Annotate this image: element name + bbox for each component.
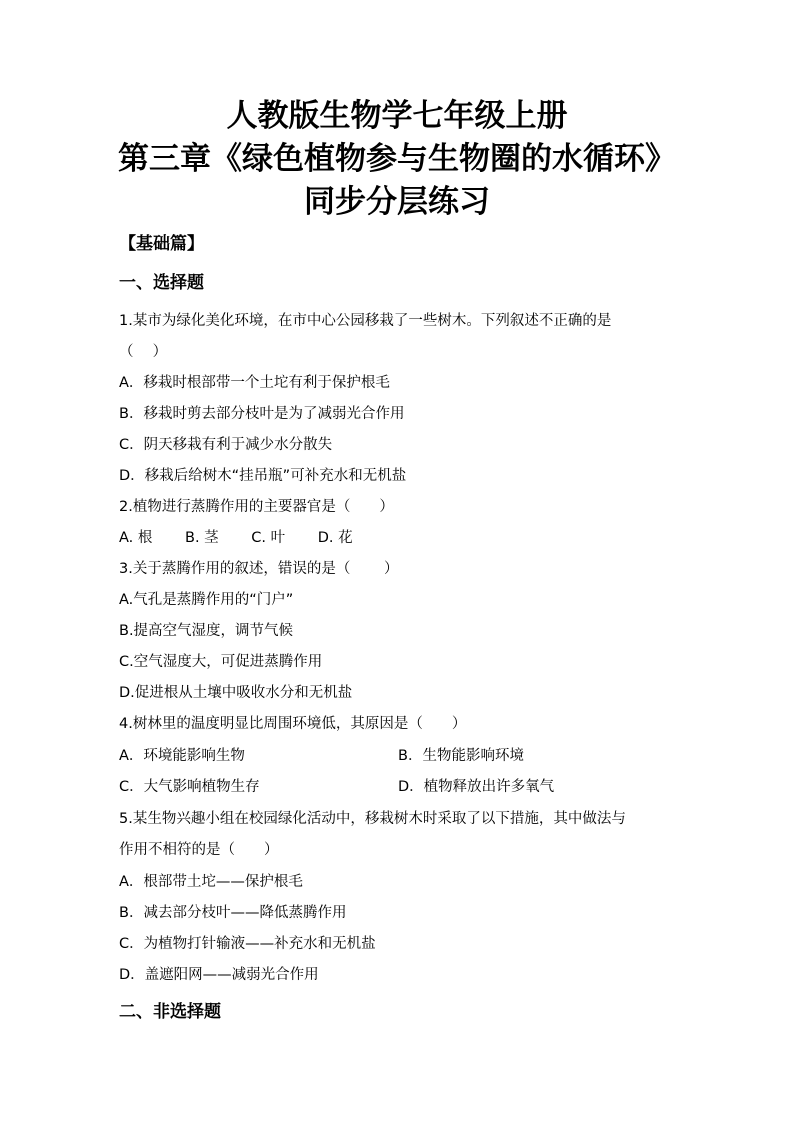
q5-option-c: C．为植物打针输液——补充水和无机盐 [119,936,376,952]
q2-option-c: C. 叶 [251,530,286,546]
q4-option-c: C．大气影响植物生存 [119,779,260,795]
q4-option-d: D．植物释放出许多氧气 [398,779,555,795]
q3-option-c: C.空气湿度大，可促进蒸腾作用 [119,654,323,670]
q2-stem: 2.植物进行蒸腾作用的主要器官是（ ） [119,499,394,515]
q2-options [119,528,381,548]
q3-option-d: D.促进根从土壤中吸收水分和无机盐 [119,685,353,701]
q3-option-a: A.气孔是蒸腾作用的“门户” [119,592,294,608]
q1-stem-line2: （ ） [119,344,168,360]
q5-option-b: B．减去部分枝叶——降低蒸腾作用 [119,905,347,921]
part2-heading: 二、非选择题 [119,1002,221,1022]
q1-stem-line1: 1.某市为绿化美化环境，在市中心公园移栽了一些树木。下列叙述不正确的是 [119,313,612,329]
title-line-1: 人教版生物学七年级上册 [226,98,568,134]
q4-option-b: B．生物能影响环境 [398,748,524,764]
q5-stem-line2: 作用不相符的是（ ） [119,842,279,858]
q4-option-a: A．环境能影响生物 [119,748,245,764]
part1-heading: 一、选择题 [119,273,204,293]
q3-option-b: B.提高空气湿度，调节气候 [119,623,294,639]
section-basic: 【基础篇】 [119,234,204,254]
q1-option-c: C．阴天移栽有利于减少水分散失 [119,437,333,453]
q2-option-d: D. 花 [317,530,353,546]
q5-stem-line1: 5.某生物兴趣小组在校园绿化活动中，移栽树木时采取了以下措施，其中做法与 [119,811,626,827]
q2-option-a: A. 根 [119,530,153,546]
title-line-3: 同步分层练习 [304,184,490,220]
q2-option-b: B. 茎 [185,530,219,546]
q1-option-b: B．移栽时剪去部分枝叶是为了减弱光合作用 [119,406,405,422]
q5-option-a: A．根部带土坨——保护根毛 [119,874,303,890]
q3-stem: 3.关于蒸腾作用的叙述，错误的是（ ） [119,561,399,577]
q1-option-d: D．移栽后给树木“挂吊瓶”可补充水和无机盐 [119,468,407,484]
q1-option-a: A．移栽时根部带一个土坨有利于保护根毛 [119,375,390,391]
q5-option-d: D．盖遮阳网——减弱光合作用 [119,967,319,983]
q4-stem: 4.树林里的温度明显比周围环境低，其原因是（ ） [119,716,467,732]
title-line-2: 第三章《绿色植物参与生物圈的水循环》 [118,141,676,177]
